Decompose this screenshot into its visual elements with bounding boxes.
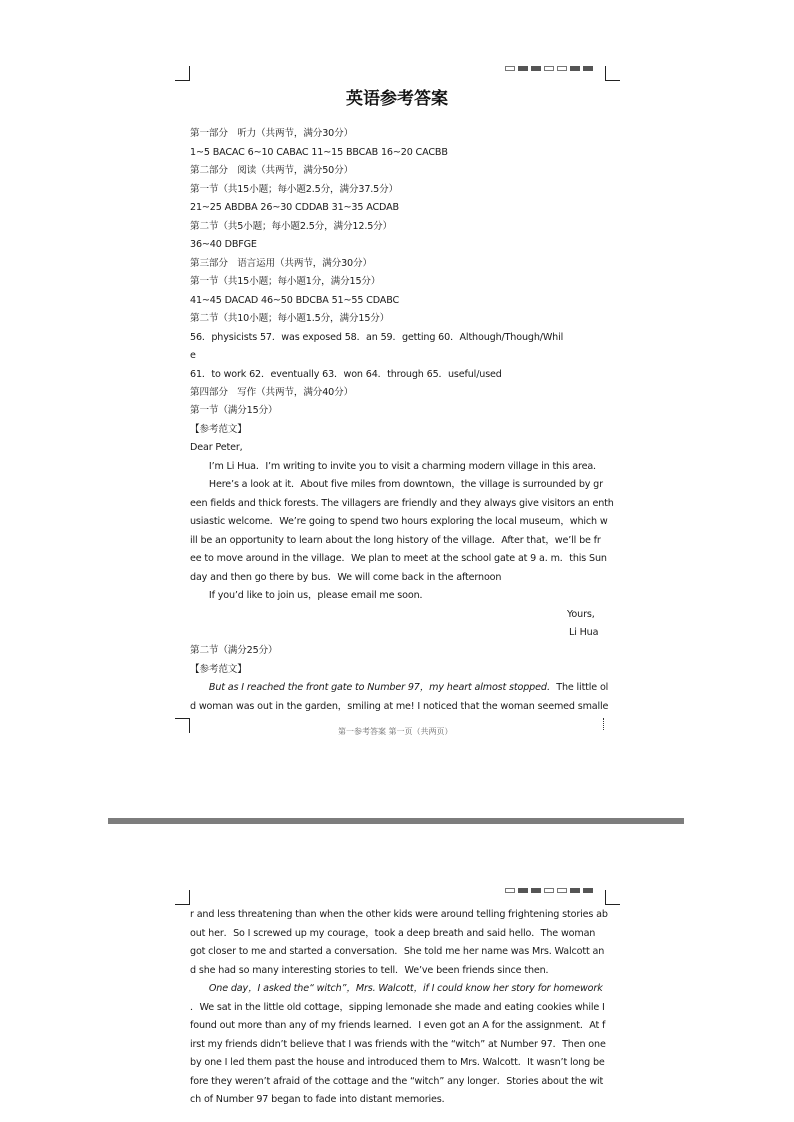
crop-mark-top-right <box>605 890 620 905</box>
answer-row: 61．to work 62．eventually 63．won 64．through 65．useful/used <box>190 369 502 380</box>
continuation-line: d she had so many interesting stories to tell．We’ve been friends since then． <box>190 965 555 976</box>
letter-line: I’m Li Hua．I’m writing to invite you to visit a charming modern village in this area． <box>190 461 603 472</box>
given-opening-sentence: But as I reached the front gate to Number 97，my heart almost stopped <box>208 682 547 693</box>
header-decoration <box>505 66 593 73</box>
letter-line: day and then go there by bus．We will come back in the afternoon <box>190 572 502 583</box>
continuation-line: ．We sat in the little old cottage，sipping lemonade she made and eating cookies while I <box>190 1002 605 1013</box>
continuation-first-line <box>190 682 609 694</box>
continuation-line: got closer to me and started a conversation．She told me her name was Mrs. Walcott an <box>190 946 605 957</box>
subsection-heading: 第一节（共15小题；每小题2.5分，满分37.5分） <box>190 184 399 195</box>
section3-heading: 第三部分 语言运用（共两节，满分30分） <box>190 258 372 269</box>
crop-mark-top-right <box>605 66 620 81</box>
answer-row: 21~25 ABDBA 26~30 CDDAB 31~35 ACDAB <box>190 202 399 213</box>
continuation-line: r and less threatening than when the other kids were around telling frightening stories ab <box>190 909 608 920</box>
continuation-line: d woman was out in the garden，smiling at me! I noticed that the woman seemed smalle <box>190 701 609 712</box>
sample-essay-label: 【参考范文】 <box>190 664 247 675</box>
letter-line: Here’s a look at it．About five miles from downtown，the village is surrounded by gr <box>190 479 603 490</box>
crop-mark-top-left <box>175 66 190 81</box>
continuation-line: by one I led them past the house and introduced them to Mrs. Walcott．It wasn’t long be <box>190 1057 605 1068</box>
continuation-text: ．The little ol <box>546 682 609 693</box>
continuation-line: ch of Number 97 began to fade into distant memories． <box>190 1094 452 1105</box>
continuation-line: fore they weren’t afraid of the cottage and the “witch” any longer．Stories about the wit <box>190 1076 604 1087</box>
letter-line: usiastic welcome．We’re going to spend two hours exploring the local museum，which w <box>190 516 608 527</box>
crop-mark-bottom-left <box>175 718 190 733</box>
continuation-line: out her．So I screwed up my courage，took a deep breath and said hello．The woman <box>190 928 596 939</box>
subsection-heading: 第一节（共15小题；每小题1分，满分15分） <box>190 276 381 287</box>
letter-closing: Yours, <box>567 609 595 620</box>
letter-line: ee to move around in the village．We plan to meet at the school gate at 9 a. m．this Sun <box>190 553 607 564</box>
sample-essay-label: 【参考范文】 <box>190 424 247 435</box>
answer-row: 41~45 DACAD 46~50 BDCBA 51~55 CDABC <box>190 295 400 306</box>
continuation-line: found out more than any of my friends learned．I even got an A for the assignment．At f <box>190 1020 606 1031</box>
letter-line: een fields and thick forests. The villagers are friendly and they always give visitors an enth <box>190 498 614 509</box>
crop-mark-top-left <box>175 890 190 905</box>
subsection-heading: 第二节（共10小题；每小题1.5分，满分15分） <box>190 313 390 324</box>
answer-row: 1~5 BACAC 6~10 CABAC 11~15 BBCAB 16~20 CACBB <box>190 147 448 158</box>
letter-signature: Li Hua <box>569 627 599 638</box>
letter-salutation: Dear Peter, <box>190 442 243 453</box>
page-footer: 第一参考答案 第一页（共两页） <box>338 727 453 736</box>
answer-row: 36~40 DBFGE <box>190 239 257 250</box>
answer-row-wrap: e <box>190 350 196 361</box>
page-title: 英语参考答案 <box>346 89 448 109</box>
subsection-heading: 第一节（满分15分） <box>190 405 278 416</box>
header-decoration <box>505 888 593 895</box>
letter-line: If you’d like to join us，please email me soon． <box>190 590 429 601</box>
letter-line: ill be an opportunity to learn about the long history of the village．After that，we’ll be fr <box>190 535 601 546</box>
answer-row: 56．physicists 57．was exposed 58．an 59．getting 60．Although/Though/Whil <box>190 332 564 343</box>
section4-heading: 第四部分 写作（共两节，满分40分） <box>190 387 354 398</box>
section1-heading: 第一部分 听力（共两节，满分30分） <box>190 128 354 139</box>
page-separator <box>108 818 684 824</box>
subsection-heading: 第二节（共5小题；每小题2.5分，满分12.5分） <box>190 221 393 232</box>
margin-dots <box>603 718 606 730</box>
subsection-heading: 第二节（满分25分） <box>190 645 278 656</box>
page-two <box>0 828 794 1122</box>
section2-heading: 第二部分 阅读（共两节，满分50分） <box>190 165 354 176</box>
continuation-line: irst my friends didn’t believe that I was friends with the “witch” at Number 97．Then one <box>190 1039 606 1050</box>
given-second-paragraph-opening: One day，I asked the“ witch”，Mrs. Walcott，if I could know her story for homework <box>190 983 603 994</box>
